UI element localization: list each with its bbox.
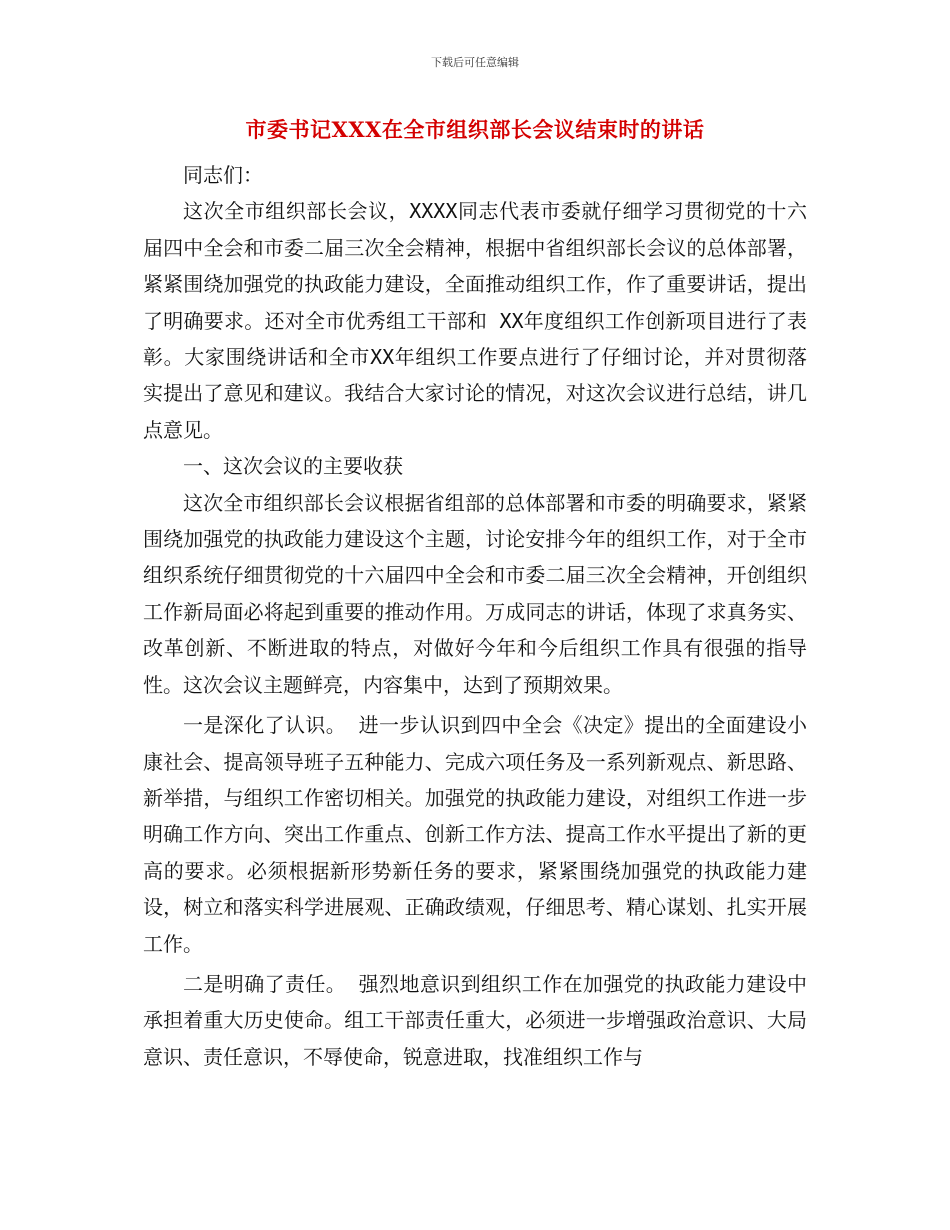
paragraph-point-one: 一是深化了认识。 进一步认识到四中全会《决定》提出的全面建设小康社会、提高领导班子五种能力、完成六项任务及一系列新观点、新思路、新举措，与组织工作密切相关。加强党的执政能力建设，对组织工作进一步明确工作方向、突出工作重点、创新工作方法、提高工作水平提出了新的更高的要求。必须根据新形势新任务的要求，紧紧围绕加强党的执政能力建设，树立和落实科学进展观、正确政绩观，仔细思考、精心谋划、扎实开展工作。 (143, 713, 807, 956)
header-note: 下载后可任意编辑 (431, 56, 519, 69)
document-body (143, 157, 807, 1075)
paragraph-intro: 这次全市组织部长会议，XXXX同志代表市委就仔细学习贯彻党的十六届四中全会和市委二届三次全会精神，根据中省组织部长会议的总体部署，紧紧围绕加强党的执政能力建设，全面推动组织工作，作了重要讲话，提出了明确要求。还对全市优秀组工干部和 XX年度组织工作创新项目进行了表彰。大家围绕讲话和全市XX年组织工作要点进行了仔细讨论，并对贯彻落实提出了意见和建议。我结合大家讨论的情况，对这次会议进行总结，讲几点意见。 (143, 199, 807, 442)
paragraph-point-two: 二是明确了责任。 强烈地意识到组织工作在加强党的执政能力建设中承担着重大历史使命。组工干部责任重大，必须进一步增强政治意识、大局意识、责任意识，不辱使命，锐意进取，找准组织工作与 (143, 971, 807, 1069)
paragraph-harvest: 这次全市组织部长会议根据省组部的总体部署和市委的明确要求，紧紧围绕加强党的执政能力建设这个主题，讨论安排今年的组织工作，对于全市组织系统仔细贯彻党的十六届四中全会和市委二届三次全会精神，开创组织工作新局面必将起到重要的推动作用。万成同志的讲话，体现了求真务实、改革创新、不断进取的特点，对做好今年和今后组织工作具有很强的指导性。这次会议主题鲜亮，内容集中，达到了预期效果。 (143, 490, 807, 697)
document-title: 市委书记XXX在全市组织部长会议结束时的讲话 (245, 117, 705, 142)
greeting: 同志们： (183, 163, 263, 187)
section-heading: 一、这次会议的主要收获 (183, 454, 403, 479)
